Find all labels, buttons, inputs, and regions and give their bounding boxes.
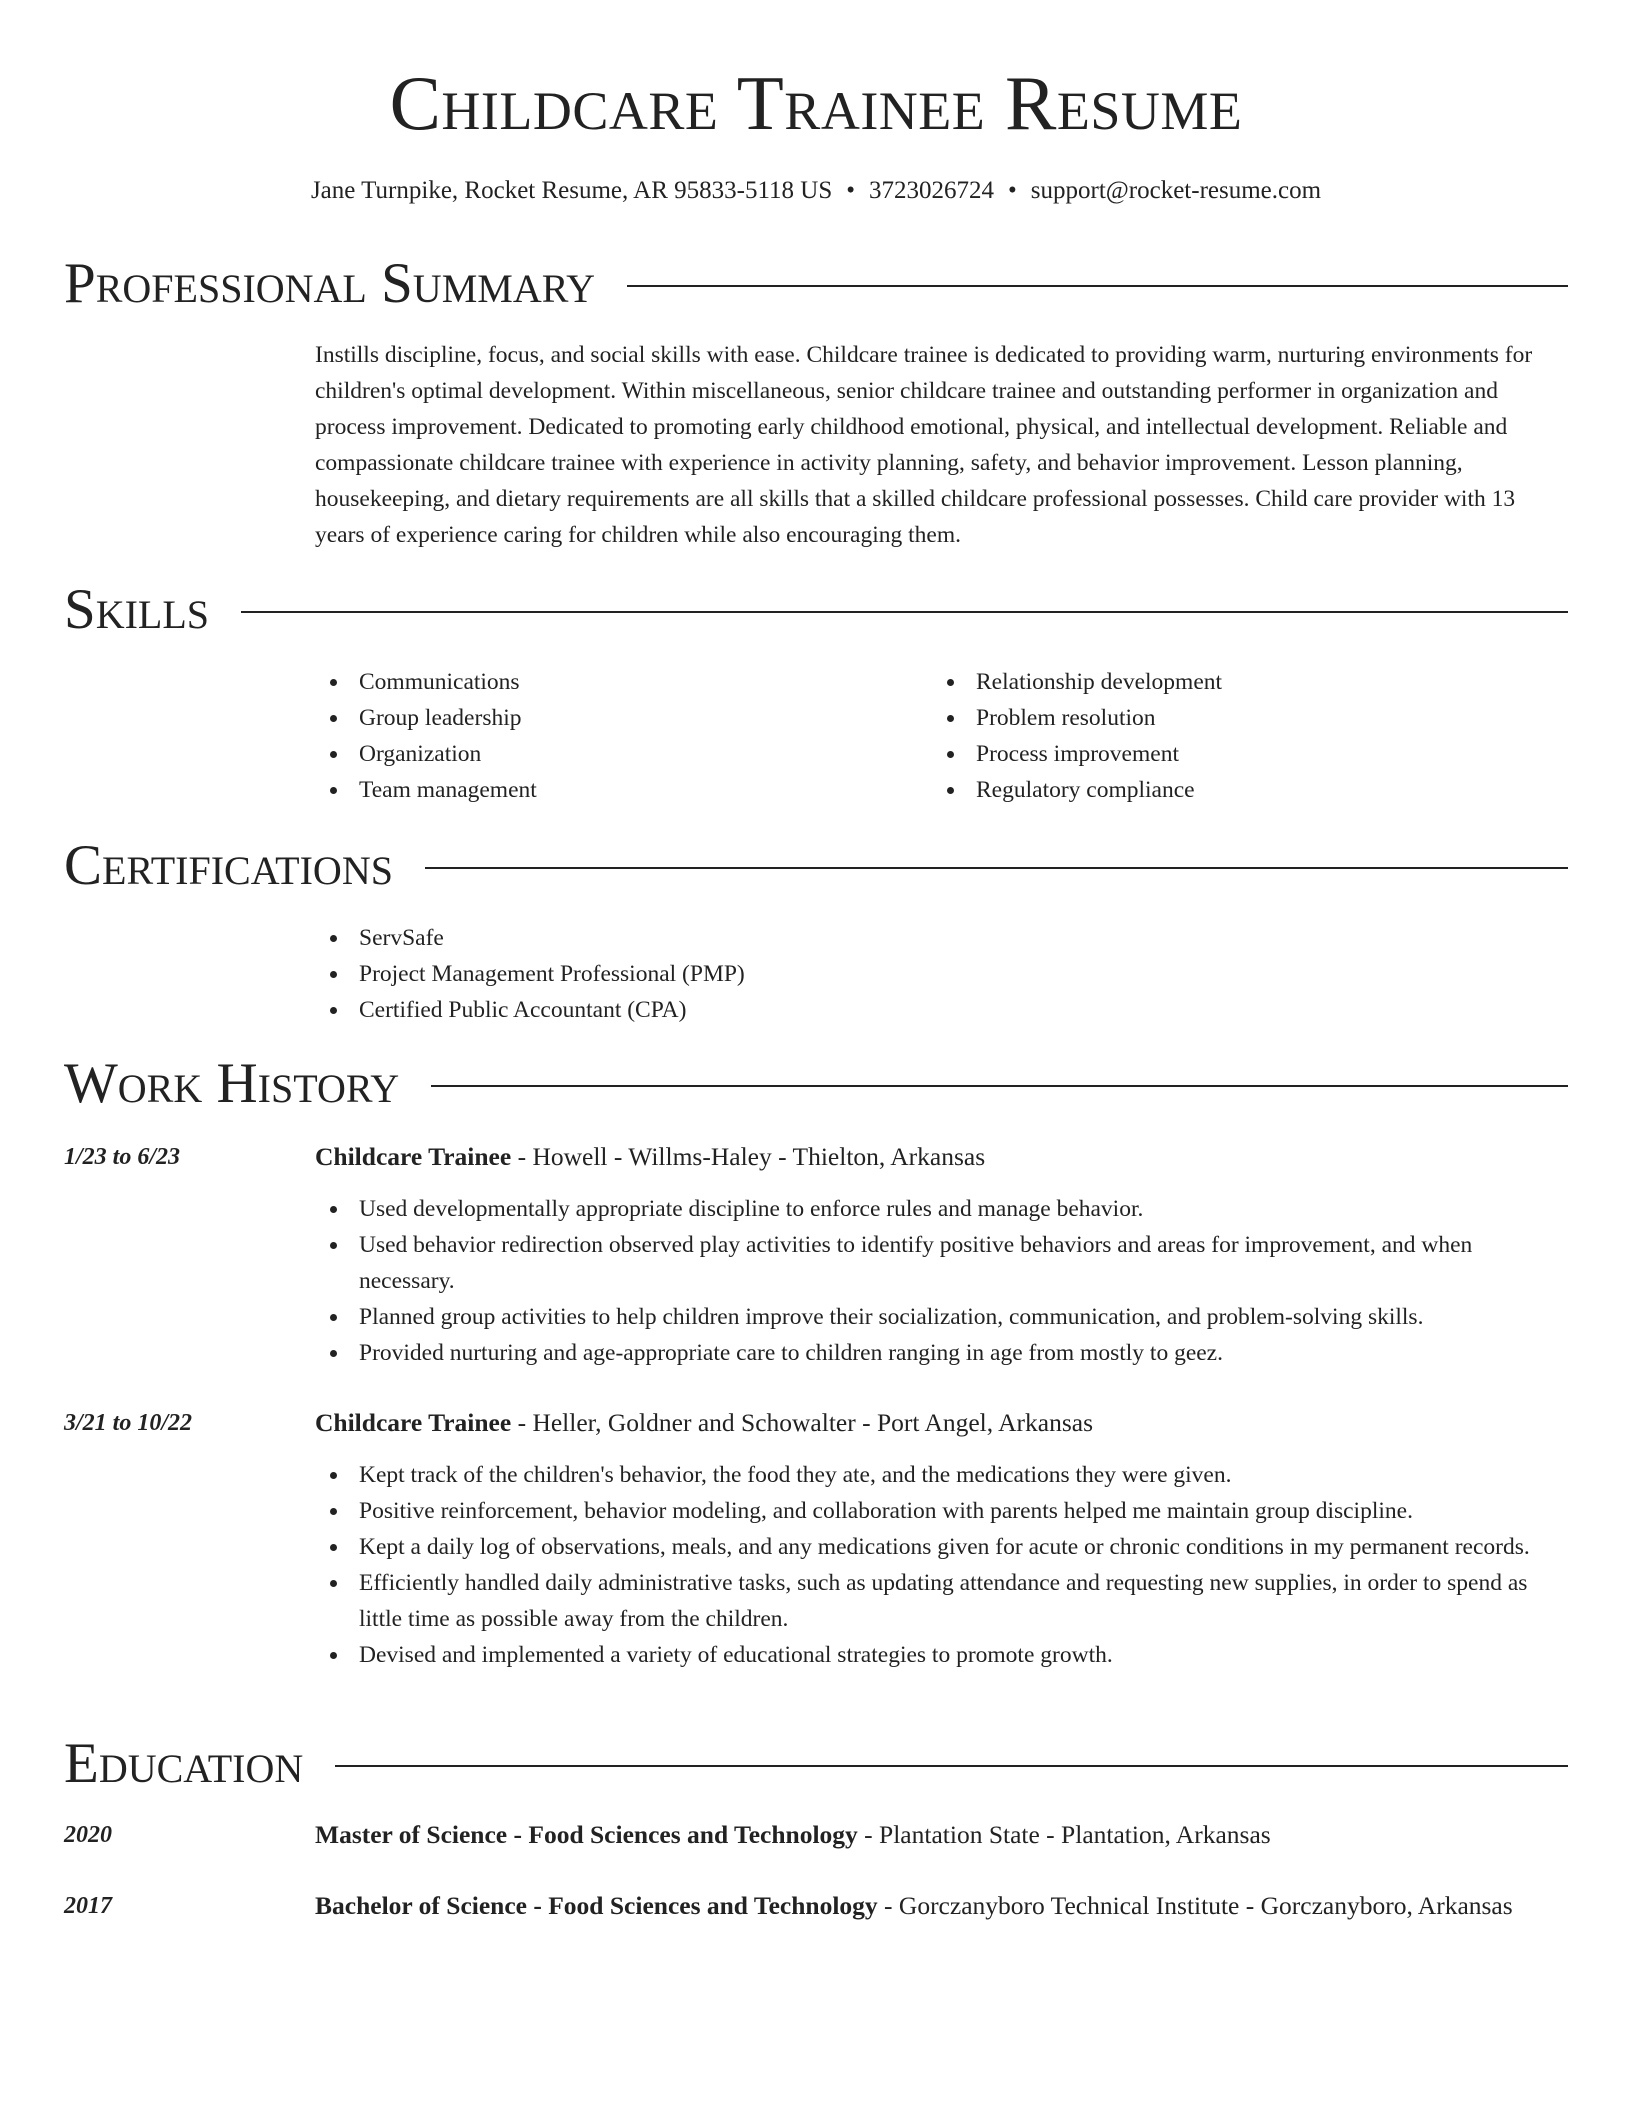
skill-item: Organization	[315, 736, 875, 772]
skill-item: Relationship development	[932, 664, 1492, 700]
education-entry	[315, 1887, 1565, 1925]
job-title: Childcare Trainee	[315, 1408, 512, 1437]
contact-separator: •	[846, 177, 855, 204]
work-history-heading: Work History	[64, 1052, 400, 1115]
skill-item: Group leadership	[315, 700, 875, 736]
skills-list-right	[932, 664, 1492, 808]
skills-section-header	[64, 578, 1568, 642]
job-employer: - Heller, Goldner and Schowalter - Port Angel, Arkansas	[511, 1408, 1093, 1437]
summary-text: Instills discipline, focus, and social skills with ease. Childcare trainee is dedicated to providing warm, nurturing environments for children's optimal development. Within miscellaneous, senior childcare trainee and outstanding performer in organization and process improvement. Dedicated to promoting early childhood emotional, physical, and intellectual development. Reliable and compassionate childcare trainee with experience in activity planning, safety, and behavior improvement. Lesson planning, housekeeping, and dietary requirements are all skills that a skilled childcare professional possesses. Child care provider with 13 years of experience caring for children while also encouraging them.	[315, 342, 1533, 548]
contact-email: support@rocket-resume.com	[1030, 177, 1322, 204]
section-divider	[425, 867, 1568, 869]
education-year: 2017	[64, 1893, 112, 1919]
degree-title: Master of Science - Food Sciences and Technology	[315, 1820, 858, 1849]
job-employer: - Howell - Willms-Haley - Thielton, Arkansas	[511, 1142, 986, 1171]
skill-item: Regulatory compliance	[932, 772, 1492, 808]
job-heading	[315, 1404, 1565, 1442]
section-divider	[241, 611, 1568, 613]
contact-separator: •	[1008, 177, 1017, 204]
job-duty: Kept track of the children's behavior, the food they ate, and the medications they were given.	[315, 1457, 1565, 1493]
skill-item: Team management	[315, 772, 875, 808]
certification-item: ServSafe	[315, 920, 1315, 956]
contact-phone: 3723026724	[869, 177, 994, 204]
job-duty: Used developmentally appropriate discipline to enforce rules and manage behavior.	[315, 1191, 1565, 1227]
education-section-header	[64, 1732, 1568, 1796]
education-year: 2020	[64, 1822, 112, 1848]
section-divider	[627, 285, 1568, 287]
job-dates: 3/21 to 10/22	[64, 1410, 193, 1436]
job-duty: Devised and implemented a variety of educational strategies to promote growth.	[315, 1637, 1565, 1673]
degree-title: Bachelor of Science - Food Sciences and Technology	[315, 1891, 878, 1920]
education-heading: Education	[64, 1732, 304, 1795]
job-duty: Kept a daily log of observations, meals, and any medications given for acute or chronic conditions in my permanent records.	[315, 1529, 1565, 1565]
certifications-list	[315, 920, 1315, 1028]
certification-item: Certified Public Accountant (CPA)	[315, 992, 1315, 1028]
skills-heading: Skills	[64, 578, 210, 641]
skills-list-left	[315, 664, 875, 808]
job-duties-list	[315, 1191, 1565, 1371]
job-title: Childcare Trainee	[315, 1142, 512, 1171]
contact-line	[0, 174, 1632, 208]
resume-title: Childcare Trainee Resume	[389, 60, 1243, 146]
job-duty: Used behavior redirection observed play activities to identify positive behaviors and areas for improvement, and when necessary.	[315, 1227, 1565, 1299]
certification-item: Project Management Professional (PMP)	[315, 956, 1315, 992]
section-divider	[335, 1765, 1568, 1767]
certifications-heading: Certifications	[64, 834, 393, 897]
job-duties-list	[315, 1457, 1565, 1673]
education-entry	[315, 1816, 1565, 1854]
contact-address: Jane Turnpike, Rocket Resume, AR 95833-5118 US	[310, 177, 833, 204]
section-divider	[431, 1085, 1568, 1087]
school-details: - Gorczanyboro Technical Institute - Gorczanyboro, Arkansas	[877, 1891, 1513, 1920]
job-duty: Positive reinforcement, behavior modeling, and collaboration with parents helped me maintain group discipline.	[315, 1493, 1565, 1529]
job-duty: Efficiently handled daily administrative tasks, such as updating attendance and requesting new supplies, in order to spend as little time as possible away from the children.	[315, 1565, 1565, 1637]
school-details: - Plantation State - Plantation, Arkansas	[857, 1820, 1271, 1849]
work-history-section-header	[64, 1052, 1568, 1116]
job-duty: Provided nurturing and age-appropriate care to children ranging in age from mostly to geez.	[315, 1335, 1565, 1371]
certifications-section-header	[64, 834, 1568, 898]
job-dates: 1/23 to 6/23	[64, 1144, 181, 1170]
summary-heading: Professional Summary	[64, 252, 596, 315]
summary-section-header	[64, 252, 1568, 316]
job-duty: Planned group activities to help children improve their socialization, communication, and problem-solving skills.	[315, 1299, 1565, 1335]
skill-item: Communications	[315, 664, 875, 700]
job-heading	[315, 1138, 1565, 1176]
skill-item: Process improvement	[932, 736, 1492, 772]
skill-item: Problem resolution	[932, 700, 1492, 736]
